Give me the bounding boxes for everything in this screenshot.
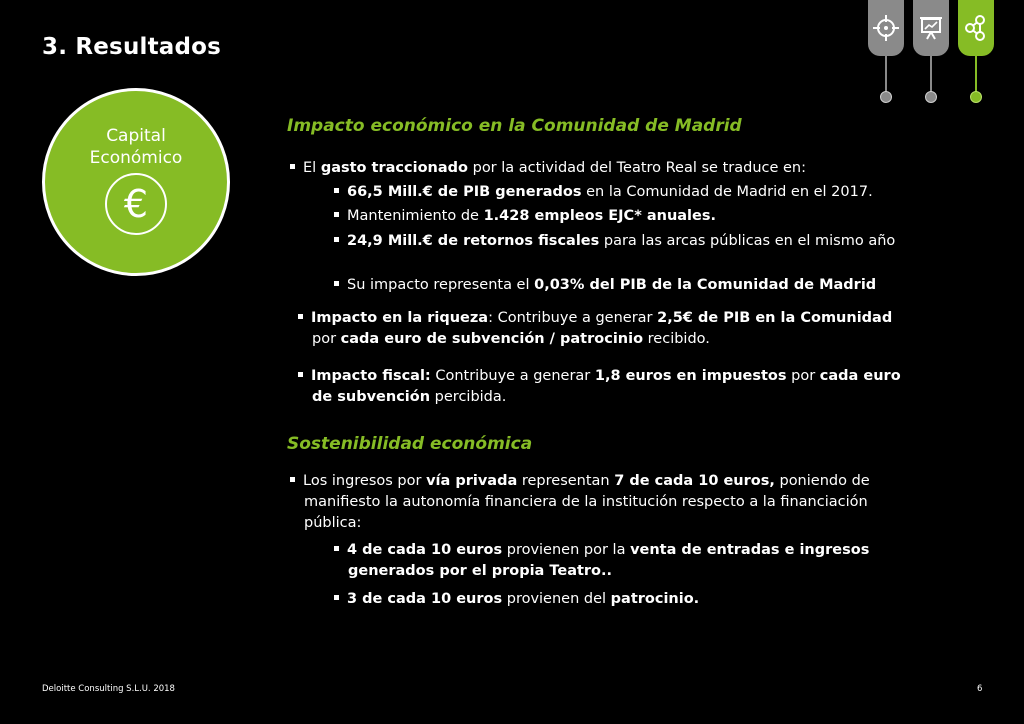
presentation-icon xyxy=(918,15,944,41)
bullet-icon xyxy=(334,595,339,600)
bullet-icon xyxy=(334,212,339,217)
nav-dot-active[interactable] xyxy=(970,91,982,103)
footer-text: Deloitte Consulting S.L.U. 2018 xyxy=(42,684,175,694)
slide-title: 3. Resultados xyxy=(42,34,222,60)
nav-dot[interactable] xyxy=(880,91,892,103)
bullet-gasto: El gasto traccionado por la actividad del Teatro Real se traduce en: xyxy=(290,158,954,179)
bullet-icon xyxy=(290,477,295,482)
sub-bullet-patrocinio: 3 de cada 10 euros provienen del patrocinio. xyxy=(334,589,908,610)
bullet-icon xyxy=(290,164,295,169)
target-icon xyxy=(872,14,900,42)
capital-label xyxy=(45,125,227,169)
network-icon xyxy=(962,14,990,42)
section-heading-sostenibilidad: Sostenibilidad económica xyxy=(287,434,533,454)
bullet-icon xyxy=(334,237,339,242)
nav-stem xyxy=(930,56,932,92)
sub-bullet-entradas: 4 de cada 10 euros provienen por la venta de entradas e ingresos generados por el propia Teatro.. xyxy=(334,540,908,582)
euro-icon: € xyxy=(105,173,167,235)
bullet-icon xyxy=(334,188,339,193)
bullet-ingresos: Los ingresos por vía privada representan 7 de cada 10 euros, poniendo de manifiesto la autonomía financiera de la institución respecto a la financiación pública: xyxy=(290,471,889,534)
page-number: 6 xyxy=(977,684,983,694)
bullet-riqueza: Impacto en la riqueza: Contribuye a generar 2,5€ de PIB en la Comunidad por cada euro de subvención / patrocinio recibido. xyxy=(298,308,912,350)
bullet-fiscal: Impacto fiscal: Contribuye a generar 1,8 euros en impuestos por cada euro de subvención percibida. xyxy=(298,366,902,408)
nav-dot[interactable] xyxy=(925,91,937,103)
nav-tab-methodology[interactable] xyxy=(913,0,949,56)
sub-bullet-empleos: Mantenimiento de 1.428 empleos EJC* anuales. xyxy=(334,206,998,227)
nav-stem xyxy=(975,56,977,92)
nav-tab-objectives[interactable] xyxy=(868,0,904,56)
sub-bullet-porcentaje: Su impacto representa el 0,03% del PIB de la Comunidad de Madrid xyxy=(334,275,1018,296)
bullet-icon xyxy=(334,546,339,551)
nav-stem xyxy=(885,56,887,92)
section-heading-impacto: Impacto económico en la Comunidad de Madrid xyxy=(287,116,742,136)
nav-tab-results[interactable] xyxy=(958,0,994,56)
sub-bullet-pib: 66,5 Mill.€ de PIB generados en la Comunidad de Madrid en el 2017. xyxy=(334,182,998,203)
bullet-icon xyxy=(334,281,339,286)
bullet-icon xyxy=(298,372,303,377)
sub-bullet-retornos: 24,9 Mill.€ de retornos fiscales para las arcas públicas en el mismo año xyxy=(334,231,982,252)
bullet-icon xyxy=(298,314,303,319)
capital-circle xyxy=(42,88,230,276)
capital-label-line1: Capital xyxy=(106,126,166,146)
capital-label-line2: Económico xyxy=(89,148,183,168)
